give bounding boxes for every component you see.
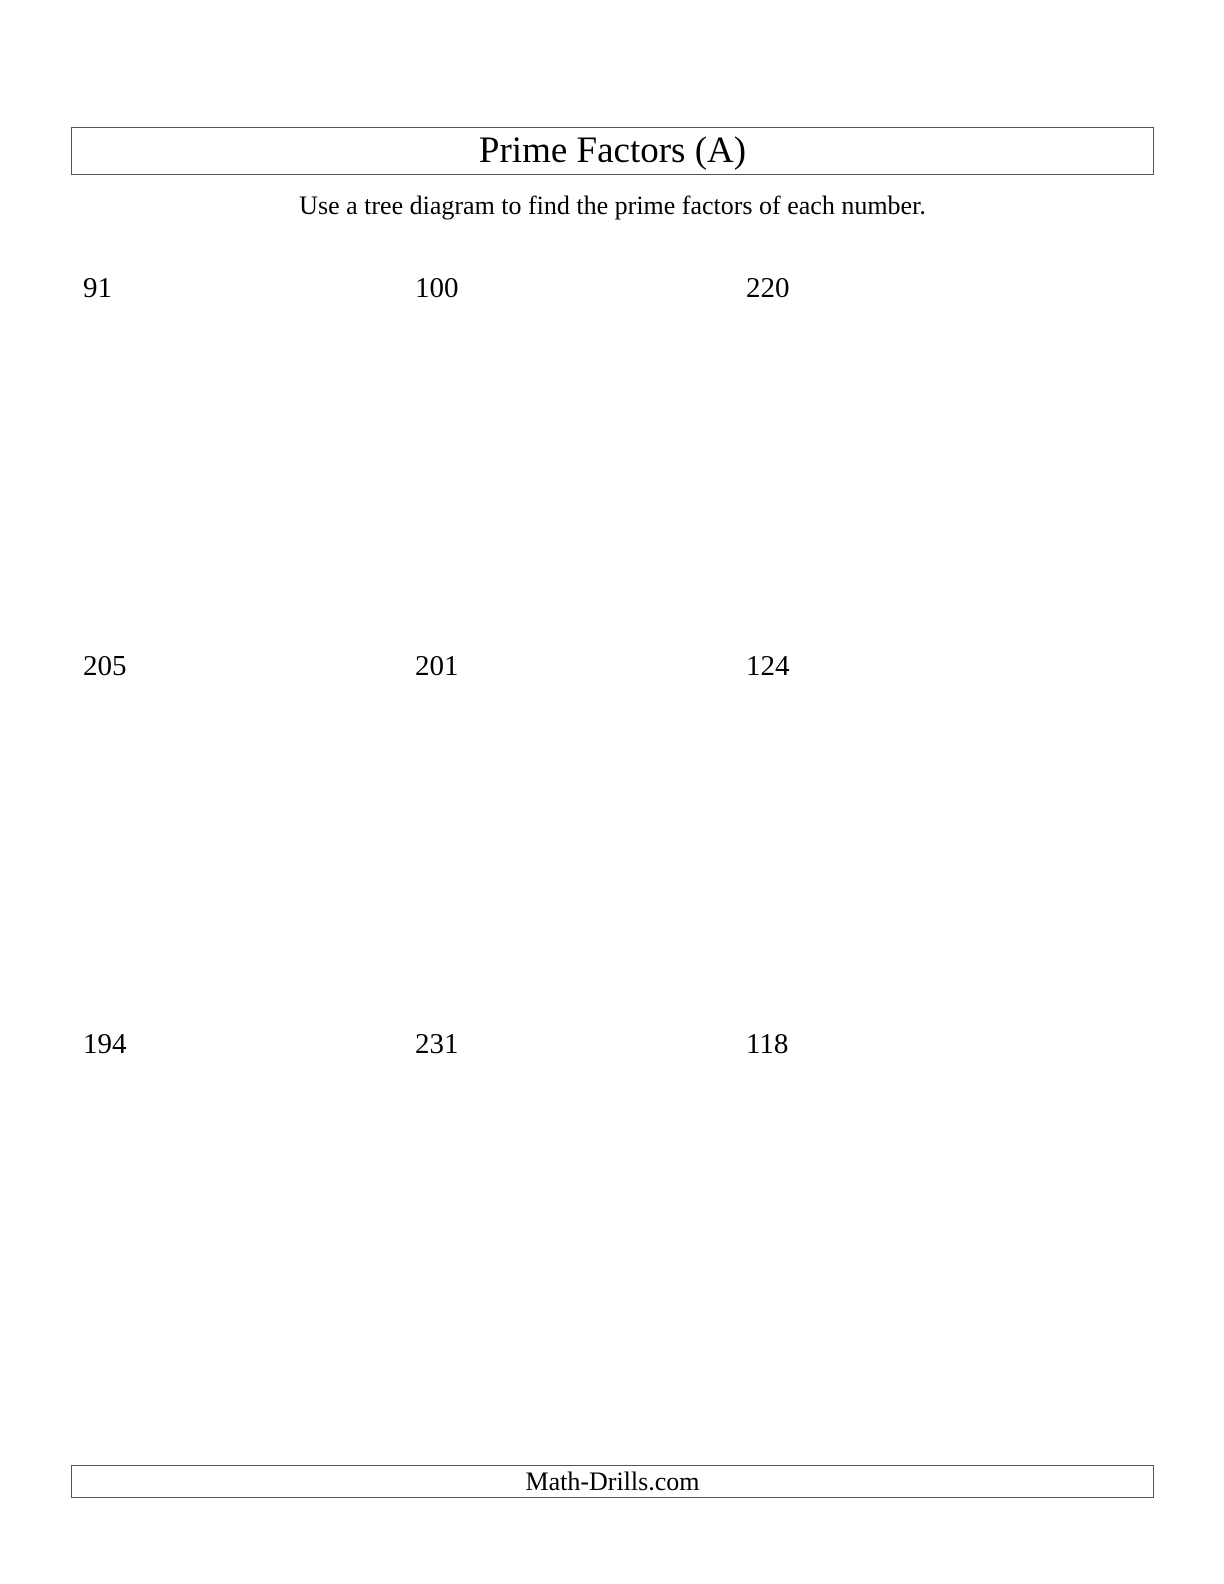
problem-number: 124: [746, 650, 790, 682]
problem-number: 205: [83, 650, 127, 682]
problem-number: 201: [415, 650, 459, 682]
problem-number: 194: [83, 1028, 127, 1060]
problem-number: 231: [415, 1028, 459, 1060]
title-box: [71, 127, 1154, 175]
instructions: Use a tree diagram to find the prime factors of each number.: [299, 191, 926, 220]
problem-number: 91: [83, 272, 112, 304]
page-title: Prime Factors (A): [478, 130, 747, 171]
problem-number: 100: [415, 272, 459, 304]
footer-site-name: Math-Drills.com: [525, 1467, 700, 1496]
problem-number: 220: [746, 272, 790, 304]
footer-box: [71, 1465, 1154, 1498]
problem-number: 118: [746, 1028, 789, 1060]
